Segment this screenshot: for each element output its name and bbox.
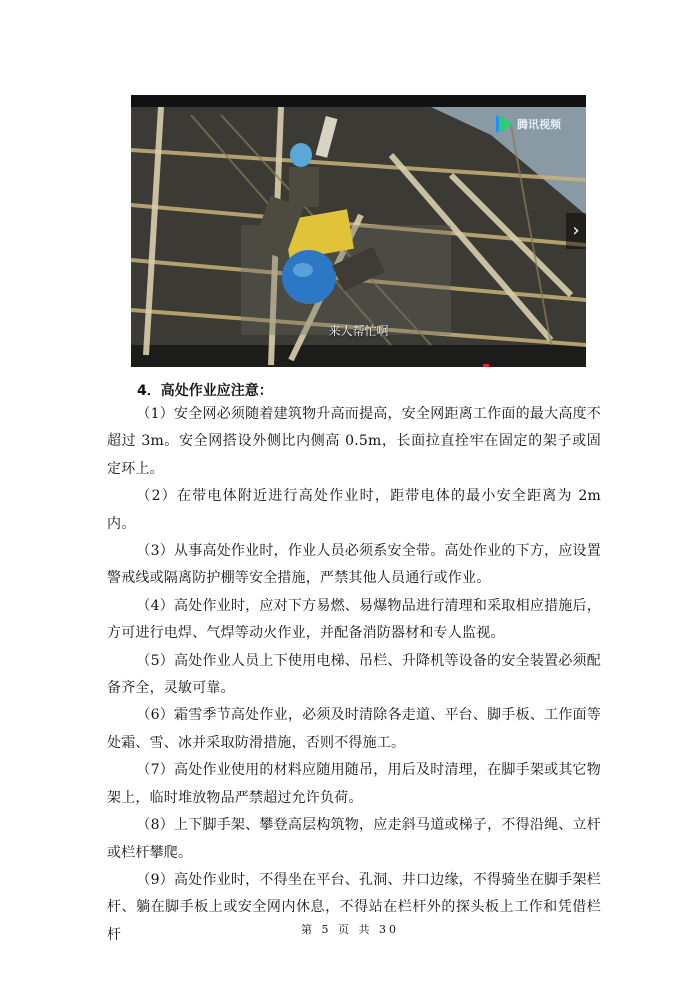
paragraph: （5）高处作业人员上下使用电梯、吊栏、升降机等设备的安全装置必须配备齐全，灵敏可靠。: [107, 652, 601, 697]
paragraph: （8）上下脚手架、攀登高层构筑物，应走斜马道或梯子，不得沿绳、立杆或栏杆攀爬。: [107, 817, 601, 861]
video-subtitle: 来人帮忙啊: [328, 324, 389, 338]
paragraph: （6）霜雪季节高处作业，必须及时清除各走道、平台、脚手板、工作面等处霜、雪、冰并采取防滑措施，否则不得施工。: [107, 707, 601, 751]
page-footer: 第 5 页 共 30: [301, 923, 399, 936]
paragraph: （1）安全网必须随着建筑物升高而提高，安全网距离工作面的最大高度不超过 3m。安全网搭设外侧比内侧高 0.5m，长面拉直拴牢在固定的架子或固定环上。: [107, 406, 601, 477]
logo-text: 腾讯视频: [517, 118, 561, 131]
paragraph: （7）高处作业使用的材料应随用随吊，用后及时清理，在脚手架或其它物架上，临时堆放物品严禁超过允许负荷。: [107, 762, 601, 806]
video-progress-marker: [483, 364, 489, 367]
video-screenshot: [131, 95, 586, 367]
paragraph: （4）高处作业时，应对下方易燃、易爆物品进行清理和采取相应措施后，方可进行电焊、气焊等动火作业，并配备消防器材和专人监视。: [107, 597, 601, 642]
body-text: [107, 401, 601, 949]
tencent-video-logo: [499, 115, 561, 133]
section-heading: 4．高处作业应注意：: [137, 383, 273, 399]
play-logo-icon: [499, 115, 513, 133]
chevron-right-icon[interactable]: ›: [566, 213, 586, 249]
paragraph: （9）高处作业时，不得坐在平台、孔洞、井口边缘，不得骑坐在脚手架栏杆、躺在脚手板上或安全网内休息，不得站在栏杆外的探头板上工作和凭借栏杆: [107, 871, 601, 943]
paragraph: （3）从事高处作业时，作业人员必须系安全带。高处作业的下方，应设置警戒线或隔离防护棚等安全措施，严禁其他人员通行或作业。: [107, 543, 601, 587]
paragraph: （2）在带电体附近进行高处作业时，距带电体的最小安全距离为 2m 内。: [107, 488, 601, 532]
